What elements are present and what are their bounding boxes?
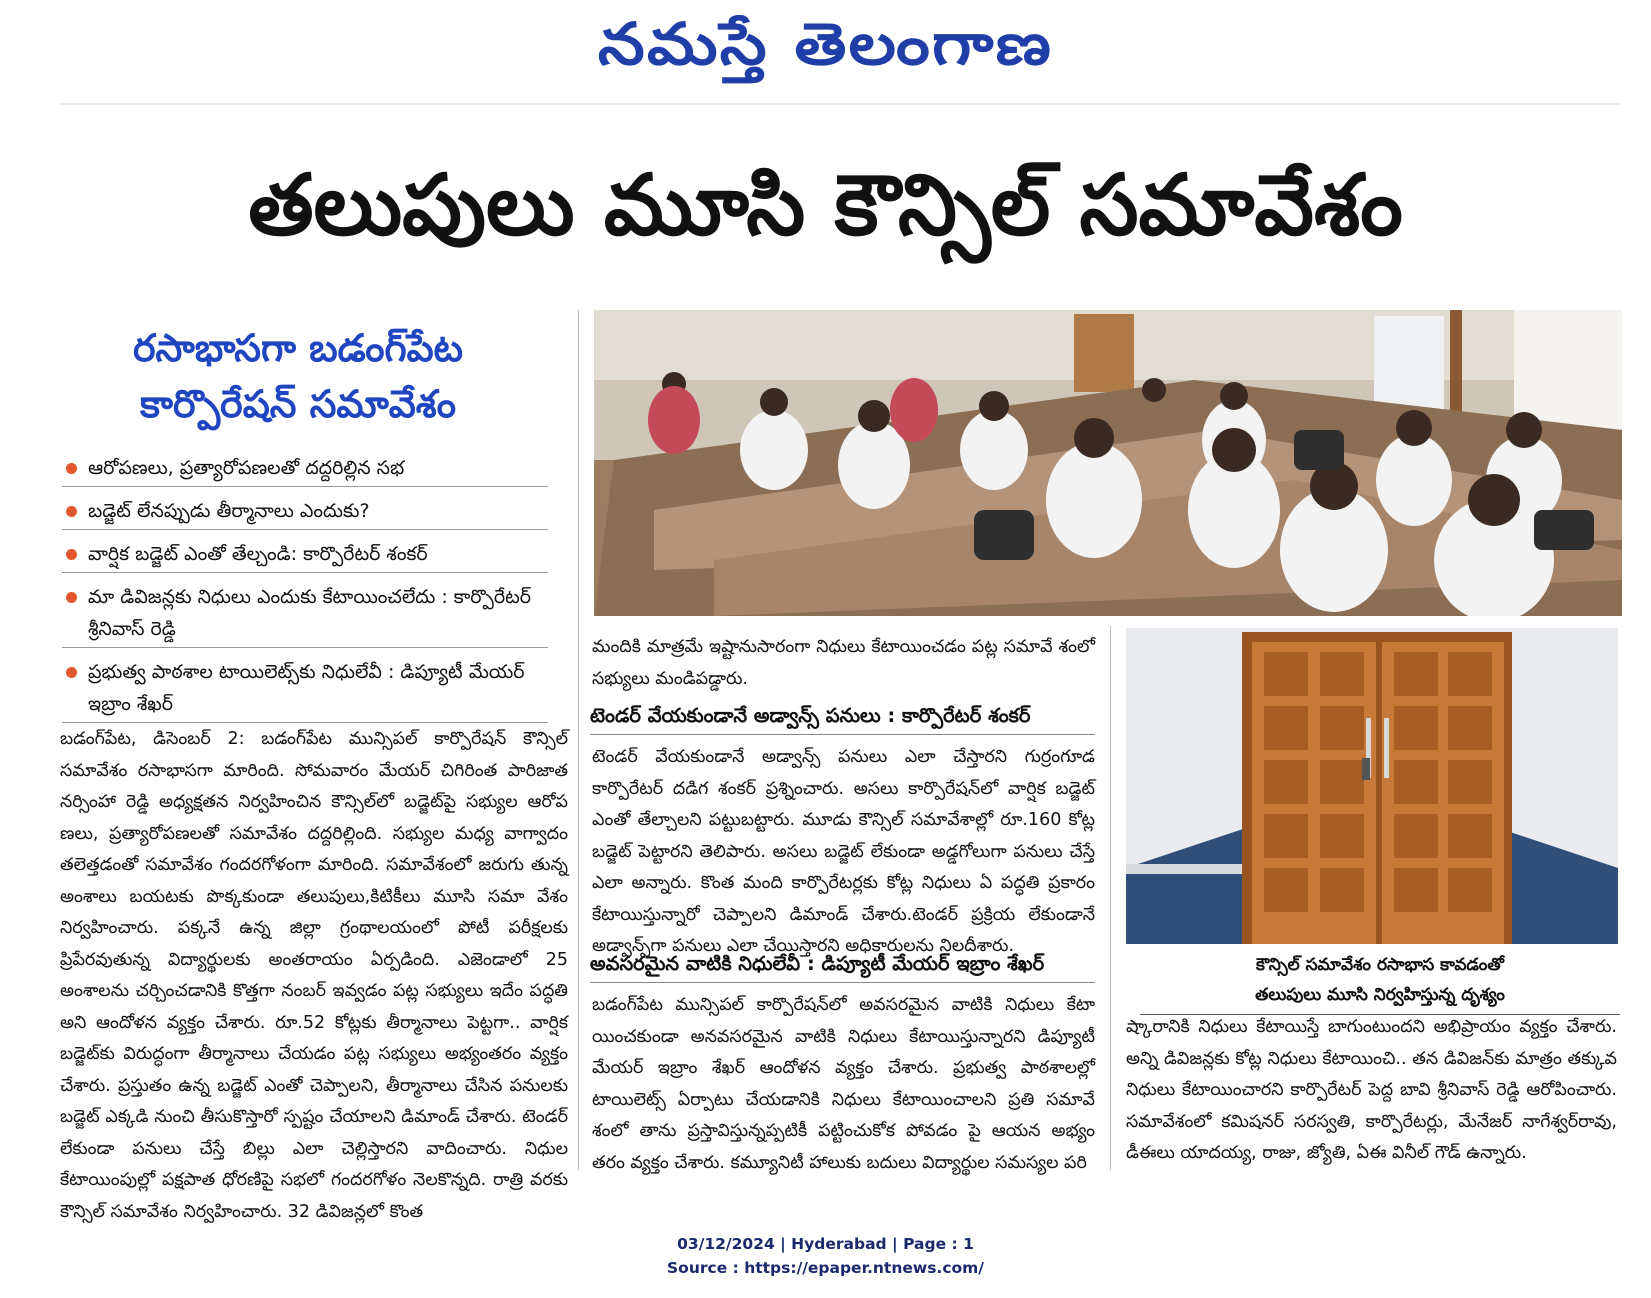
subheadline-line-1: రసాభాసగా బడంగ్‌పేట: [133, 326, 463, 370]
photo-caption-line-1: కౌన్సిల్ సమావేశం రసాభాస కావడంతో: [1256, 955, 1504, 975]
photo-caption-line-2: తలుపులు మూసి నిర్వహిస్తున్న దృశ్యం: [1255, 985, 1505, 1005]
section-heading-deputy-mayor: అవసరమైన వాటికి నిధులేవీ : డిప్యూటీ మేయర్ ఇబ్రాం శేఖర్: [590, 946, 1095, 983]
section-body-tender: టెండర్ వేయకుండానే అడ్వాన్స్ పనులు ఎలా చేస్తారని గుర్రంగూడ కార్పొరేటర్ దడిగ శంకర్ ప్రశ్నించారు. అసలు కార్పొరేషన్‌లో వార్షిక బడ్జెట్ ఎంతో తేల్చాలని పట్టుబట్టారు. మూడు కౌన్సిల్ సమావేశాల్లో రూ.160 కోట్ల బడ్జెట్ పెట్టారని తెలిపారు. అసలు బడ్జెట్ లేకుండా అడ్డగోలుగా పనులు చేస్తే ఎలా అన్నారు. కొంత మంది కార్పొరేటర్లకు కోట్ల నిధులు ఏ పద్ధతి ప్రకారం కేటాయిస్తున్నారో చెప్పాలని డిమాండ్ చేశారు.టెండర్ ప్రక్రియ లేకుండానే అడ్వాన్స్‌గా పనులు ఎలా చేయిస్తారని అధికారులను నిలదీశారు.: [592, 747, 1095, 956]
article-column-3: ష్కారానికి నిధులు కేటాయిస్తే బాగుంటుందని అభిప్రాయం వ్యక్తం చేశారు. అన్ని డివిజన్లకు కోట్ల నిధులు కేటాయించి.. తన డివిజన్‌కు మాత్రం తక్కువ నిధులు కేటాయించారని కార్పొరేటర్ పెద్ద బావి శ్రీనివాస్ రెడ్డి ఆరోపించారు. సమావేశంలో కమిషనర్ సరస్వతి, కార్పొరేటర్లు, మేనేజర్ నాగేశ్వర్‌రావు, డీఈలు యాదయ్య, రాజు, జ్యోతి, ఏఈ వినీల్ గౌడ్ ఉన్నారు.: [1126, 1017, 1617, 1163]
article-column-1: బడంగ్‌పేట, డిసెంబర్ 2: బడంగ్‌పేట మున్సిపల్ కార్పొరేషన్ కౌన్సిల్ సమావేశం రసాభాసగా మారింది. సోమవారం మేయర్ చిగిరింత పారిజాత నర్సింహా రెడ్డి అధ్యక్షతన నిర్వహించిన కౌన్సిల్‌లో బడ్జెట్‌పై సభ్యుల ఆరోప ణలు, ప్రత్యారోపణలతో సమావేశం దద్దరిల్లింది. సభ్యుల మధ్య వాగ్వాదం తలెత్తడంతో సమావేశం గందరగోళంగా మారింది. సమావేశంలో జరుగు తున్న అంశాలు బయటకు పొక్కకుండా తలుపులు,కిటికీలు మూసి సమా వేశం నిర్వహించారు. పక్కనే ఉన్న జిల్లా గ్రంథాలయంలో పోటీ పరీక్షలకు ప్రిపేరవుతున్న విద్యార్థులకు అంతరాయం ఏర్పడింది. ఎజెండాలో 25 అంశాలను చర్చించడానికి కొత్తగా నంబర్ ఇవ్వడం పట్ల సభ్యులు ఇదేం పద్ధతి అని ఆందోళన వ్యక్తం చేశారు. రూ.52 కోట్లకు తీర్మానాలు పెట్టగా.. వార్షిక బడ్జెట్‌కు విరుద్ధంగా తీర్మానాలు చేయడం పట్ల సభ్యులు అభ్యంతరం వ్యక్తం చేశారు. ప్రస్తుతం ఉన్న బడ్జెట్ ఎంతో చెప్పాలని, తీర్మానాలు చేసిన పనులకు బడ్జెట్ ఎక్కడి నుంచి తీసుకొస్తారో స్పష్టం చేయాలని డిమాండ్ చేశారు. టెండర్ లేకుండా పనులు చేస్తే బిల్లు ఎలా చెల్లిస్తారని వాదించారు. నిధుల కేటాయింపుల్లో పక్షపాత ధోరణిపై సభలో గందరగోళం నెలకొన్నది. రాత్రి వరకు కౌన్సిల్ సమావేశం నిర్వహించారు. 32 డివిజన్లలో కొంత: [60, 729, 568, 1222]
highlight-bullet: ఆరోపణలు, ప్రత్యారోపణలతో దద్దరిల్లిన సభ: [62, 452, 548, 487]
subheadline-line-2: కార్పొరేషన్ సమావేశం: [140, 382, 456, 426]
bullet-dot-icon: [66, 667, 77, 678]
highlight-bullet: మా డివిజన్లకు నిధులు ఎందుకు కేటాయించలేదు : కార్పొరేటర్ శ్రీనివాస్ రెడ్డి: [62, 581, 548, 648]
page-footer: [0, 1232, 1651, 1280]
bullet-dot-icon: [66, 463, 77, 474]
section-body-deputy-mayor: బడంగ్‌పేట మున్సిపల్ కార్పొరేషన్‌లో అవసరమైన వాటికి నిధులు కేటా యించకుండా అనవసరమైన వాటికి నిధులు కేటాయిస్తున్నారని డిప్యూటీ మేయర్ ఇబ్రాం శేఖర్ ఆందోళన వ్యక్తం చేశారు. ప్రభుత్వ పాఠశాలల్లో టాయిలెట్స్ ఏర్పాటు చేయడానికి నిధులు కేటాయించాలని ప్రతి సమావే శంలో తాను ప్రస్తావిస్తున్నప్పటికీ పట్టించుకోక పోవడం పై ఆయన అభ్యం తరం వ్యక్తం చేశారు. కమ్యూనిటీ హాలుకు బదులు విద్యార్థుల సమస్యల పరి: [592, 995, 1095, 1173]
highlight-bullets: [62, 452, 548, 731]
section-heading-tender: టెండర్ వేయకుండానే అడ్వాన్స్ పనులు : కార్పొరేటర్ శంకర్: [590, 698, 1095, 735]
newspaper-masthead: నమస్తే తెలంగాణ: [597, 10, 1054, 78]
column-divider: [578, 310, 579, 1170]
bullet-dot-icon: [66, 506, 77, 517]
council-meeting-photo: [594, 310, 1622, 616]
closed-door-photo: [1126, 628, 1618, 944]
footer-dateline: 03/12/2024 | Hyderabad | Page : 1: [677, 1235, 974, 1253]
photo-caption: [1140, 950, 1620, 1015]
highlight-bullet: బడ్జెట్ లేనప్పుడు తీర్మానాలు ఎందుకు?: [62, 495, 548, 530]
article-column-2-intro: మందికి మాత్రమే ఇష్టానుసారంగా నిధులు కేటాయించడం పట్ల సమావే శంలో సభ్యులు మండిపడ్డారు.: [592, 637, 1095, 689]
highlight-bullet: వార్షిక బడ్జెట్ ఎంతో తేల్చండి: కార్పొరేటర్ శంకర్: [62, 538, 548, 573]
column-divider: [1110, 626, 1111, 1170]
bullet-dot-icon: [66, 592, 77, 603]
masthead-divider: [60, 103, 1620, 105]
article-headline: తలుపులు మూసి కౌన్సిల్ సమావేశం: [248, 156, 1403, 254]
footer-source: Source : https://epaper.ntnews.com/: [667, 1259, 984, 1277]
highlight-bullet: ప్రభుత్వ పాఠశాల టాయిలెట్స్‌కు నిధులేవీ : డిప్యూటీ మేయర్ ఇబ్రాం శేఖర్: [62, 656, 548, 723]
bullet-dot-icon: [66, 549, 77, 560]
